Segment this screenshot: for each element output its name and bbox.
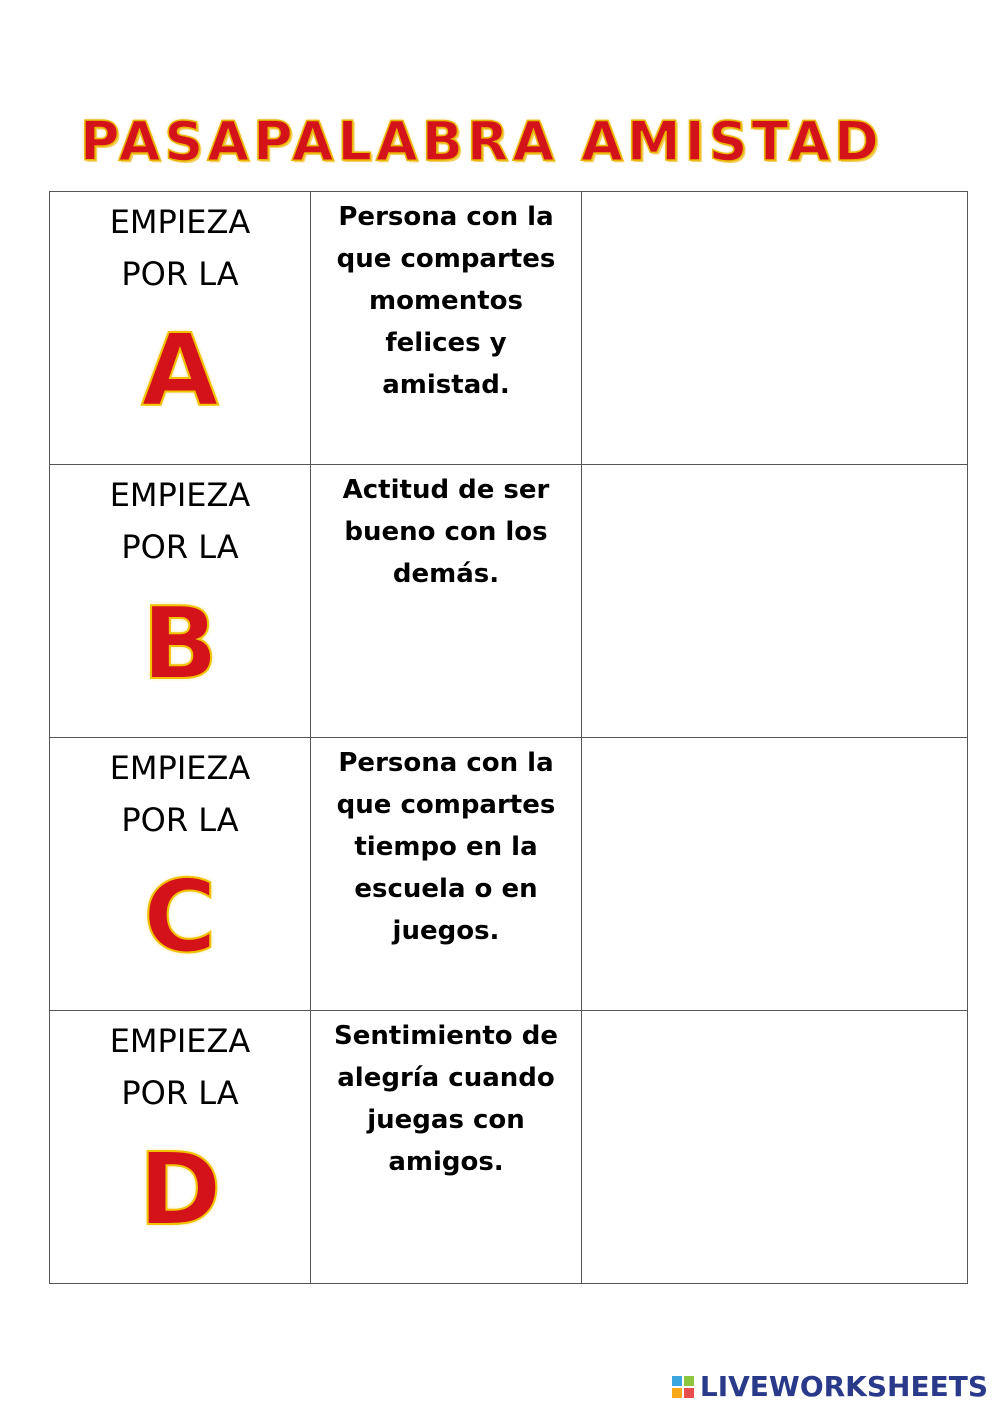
letter-a: A (141, 312, 219, 429)
prompt-text (50, 192, 310, 300)
letter-cell (50, 1011, 311, 1284)
table-row (50, 465, 968, 738)
clue-cell (311, 738, 582, 1011)
letter-d: D (138, 1131, 222, 1248)
prompt-line-1: EMPIEZA (109, 749, 251, 787)
liveworksheets-logo-icon (672, 1376, 694, 1398)
logo-square-4 (684, 1388, 694, 1398)
liveworksheets-watermark (672, 1370, 988, 1403)
prompt-line-2: POR LA (121, 255, 239, 293)
watermark-text: LIVEWORKSHEETS (699, 1370, 988, 1403)
prompt-text (50, 1011, 310, 1119)
table-row (50, 738, 968, 1011)
prompt-text (50, 465, 310, 573)
answer-field-a[interactable] (582, 192, 968, 465)
letter-b: B (141, 585, 219, 702)
logo-square-2 (684, 1376, 694, 1386)
prompt-line-2: POR LA (121, 801, 239, 839)
answer-field-b[interactable] (582, 465, 968, 738)
letter-cell (50, 738, 311, 1011)
letter-cell (50, 192, 311, 465)
clue-cell (311, 1011, 582, 1284)
answer-field-d[interactable] (582, 1011, 968, 1284)
table-row (50, 1011, 968, 1284)
prompt-line-1: EMPIEZA (109, 476, 251, 514)
prompt-line-2: POR LA (121, 1074, 239, 1112)
pasapalabra-table (49, 191, 968, 1284)
letter-cell (50, 465, 311, 738)
clue-cell (311, 465, 582, 738)
clue-text: Sentimiento de alegría cuando juegas con amigos. (334, 1021, 558, 1177)
prompt-text (50, 738, 310, 846)
prompt-line-2: POR LA (121, 528, 239, 566)
clue-text: Persona con la que compartes momentos felices y amistad. (336, 202, 556, 400)
clue-text: Persona con la que compartes tiempo en la escuela o en juegos. (336, 748, 556, 946)
prompt-line-1: EMPIEZA (109, 203, 251, 241)
clue-cell (311, 192, 582, 465)
prompt-line-1: EMPIEZA (109, 1022, 251, 1060)
worksheet-title: PASAPALABRA AMISTAD (80, 110, 883, 173)
logo-square-3 (672, 1388, 682, 1398)
answer-field-c[interactable] (582, 738, 968, 1011)
logo-square-1 (672, 1376, 682, 1386)
letter-c: C (143, 858, 217, 975)
table-row (50, 192, 968, 465)
clue-text: Actitud de ser bueno con los demás. (342, 475, 550, 589)
